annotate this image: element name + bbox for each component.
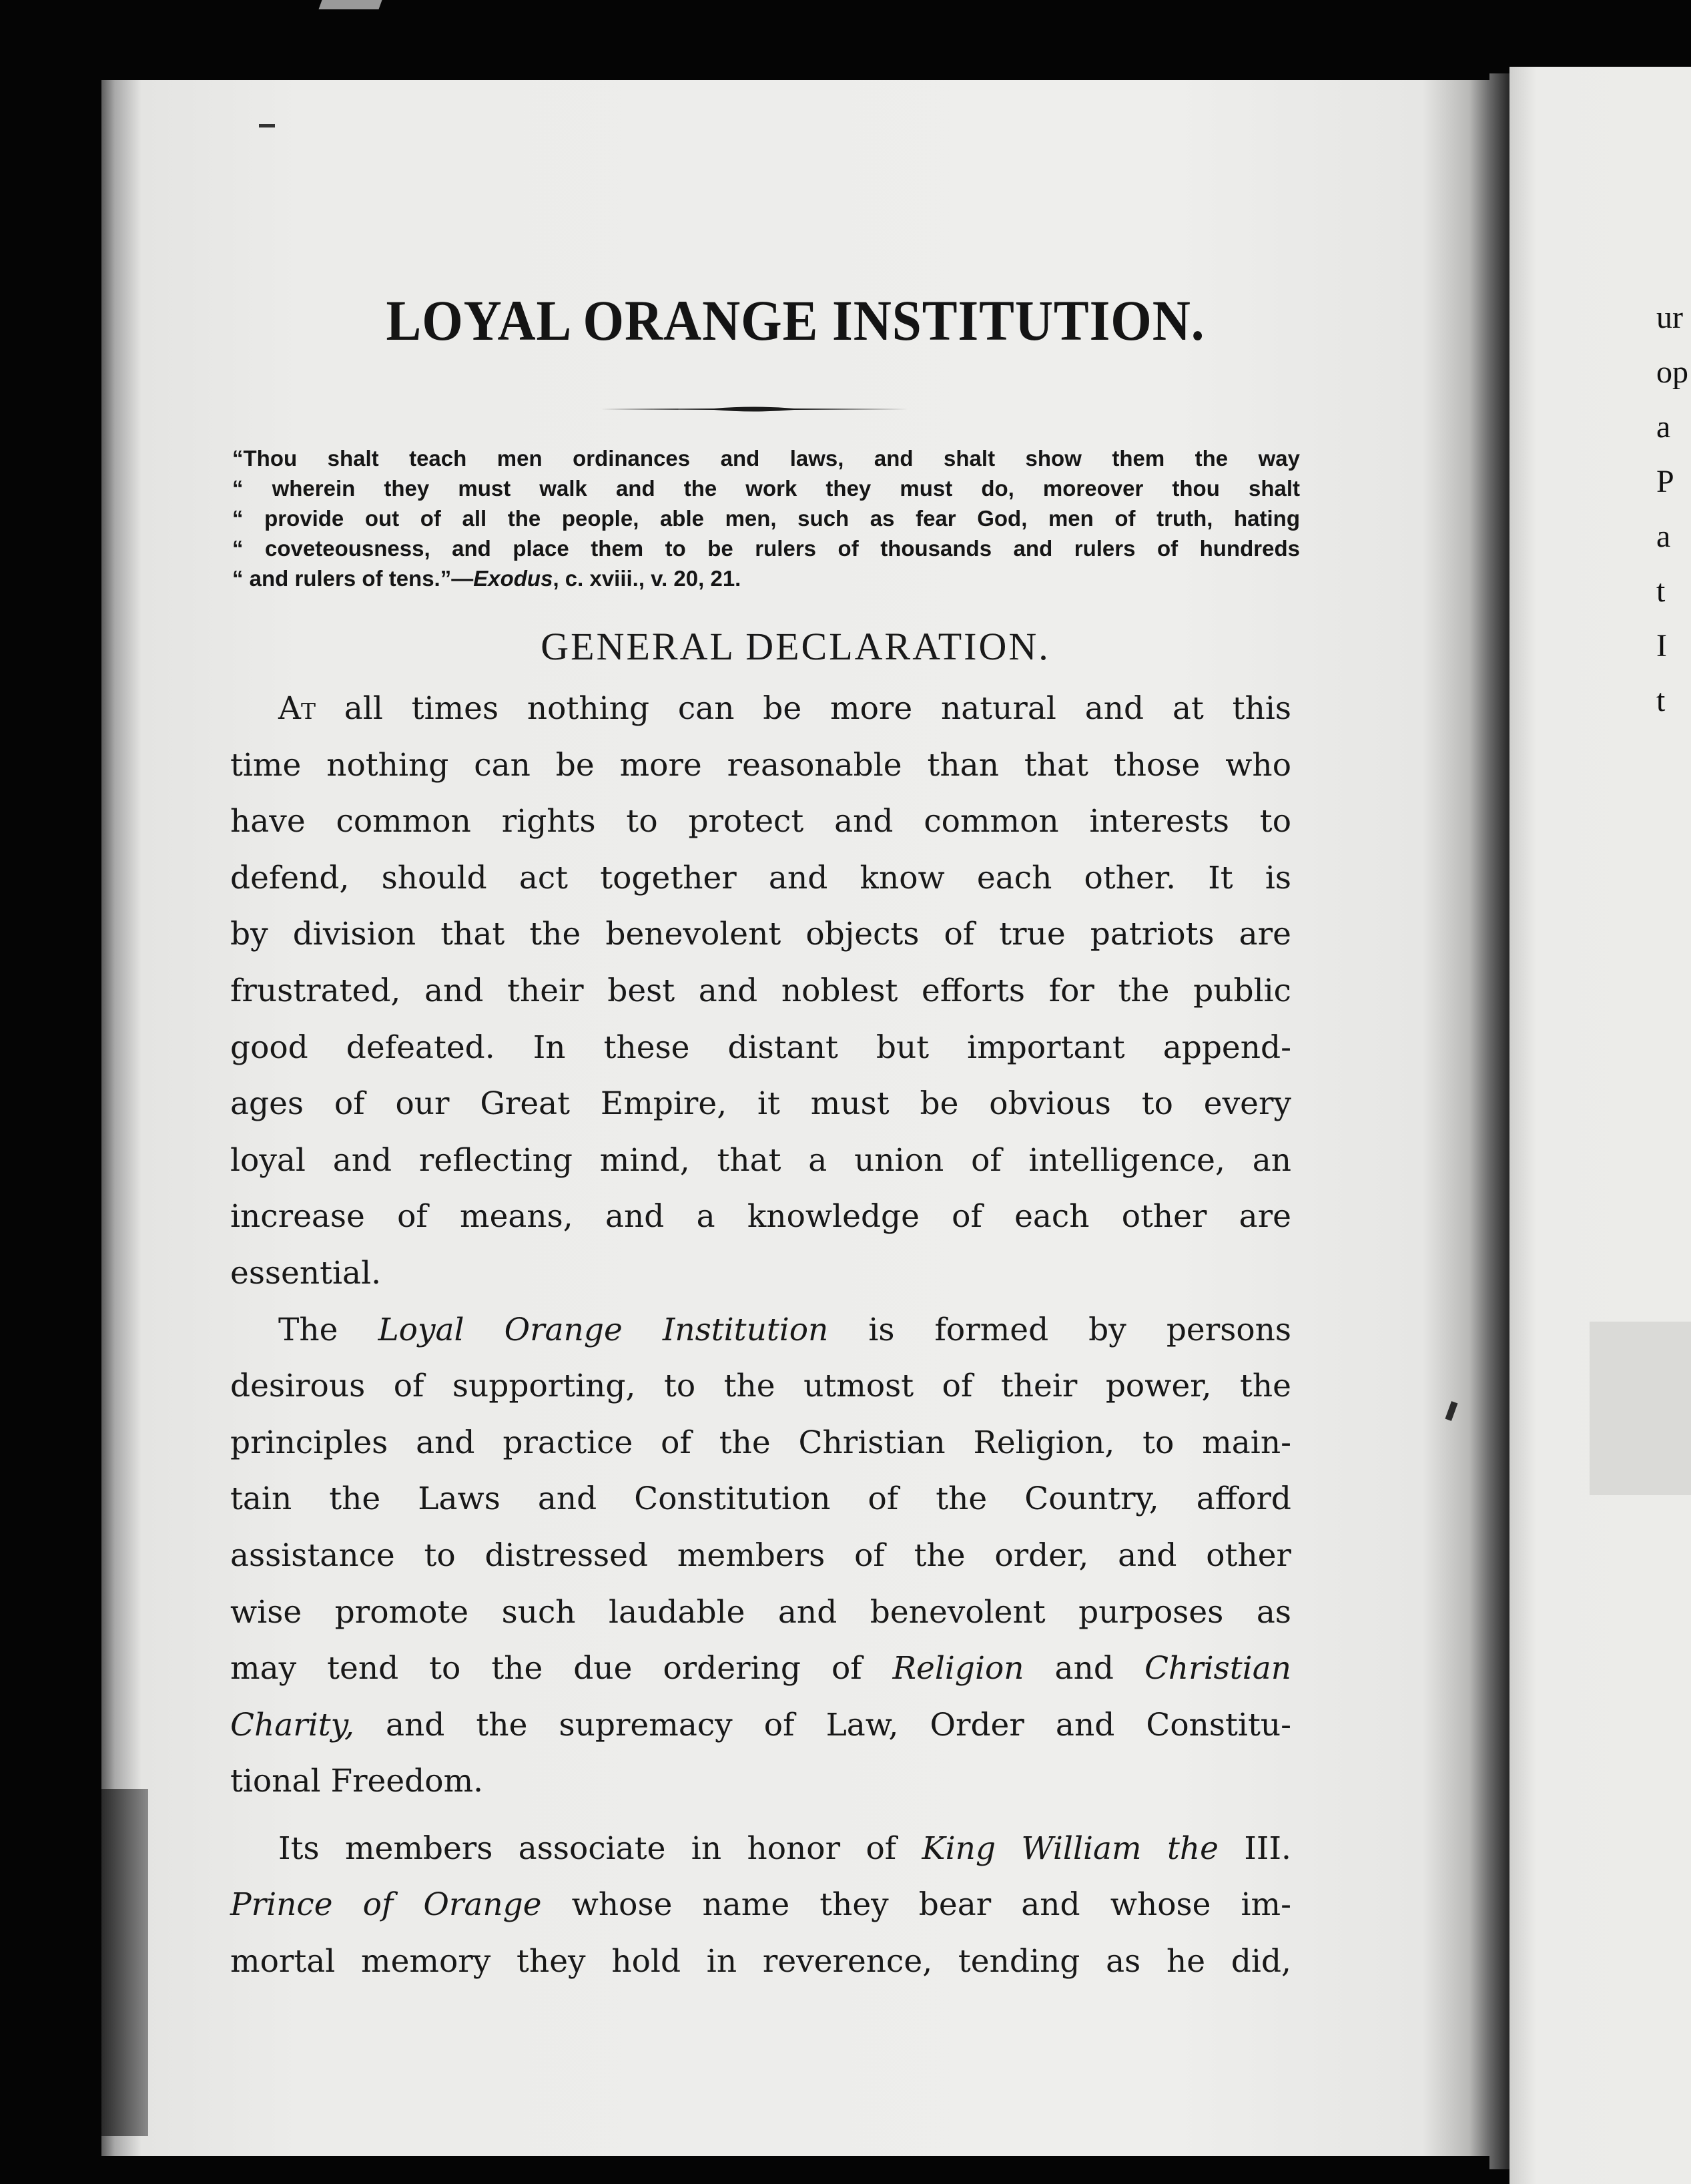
facing-page-fragment: op (1656, 354, 1688, 390)
epigraph-citation-line: “ and rulers of tens.”—Exodus, c. xviii., v. 20, 21. (232, 566, 741, 591)
epigraph-line: “ provide out of all the people, able men, such as fear God, men of truth, hating (232, 506, 1300, 531)
dropcap: At (278, 690, 316, 727)
facing-page-fragment: t (1656, 683, 1666, 718)
facing-page-fragment: ur (1656, 300, 1683, 335)
facing-page-fragment: I (1656, 628, 1667, 663)
paragraph-line: frustrated, and their best and noblest efforts for the public (230, 972, 1291, 1009)
facing-page-fragment: P (1656, 464, 1674, 499)
paragraph-line: mortal memory they hold in reverence, tending as he did, (230, 1943, 1291, 1980)
paragraph-line: ages of our Great Empire, it must be obvious to every (230, 1085, 1291, 1123)
paragraph-line: principles and practice of the Christian Religion, to main- (230, 1424, 1291, 1461)
paragraph-line: good defeated. In these distant but important append- (230, 1029, 1291, 1066)
paragraph-line: may tend to the due ordering of Religion and Christian (230, 1650, 1291, 1687)
paragraph-line: assistance to distressed members of the order, and other (230, 1537, 1291, 1574)
paragraph-line: essential. (230, 1254, 382, 1292)
document-title: LOYAL ORANGE INSTITUTION. (386, 288, 1205, 352)
paragraph-line: Prince of Orange whose name they bear and whose im- (230, 1886, 1292, 1924)
section-heading: GENERAL DECLARATION. (541, 625, 1050, 668)
printers-mark (259, 124, 275, 127)
paragraph-line: increase of means, and a knowledge of each other are (230, 1198, 1291, 1236)
paragraph-line: have common rights to protect and common interests to (230, 803, 1291, 840)
paragraph-line: The Loyal Orange Institution is formed by persons (278, 1311, 1292, 1348)
scan-artifact (318, 0, 382, 9)
epigraph (232, 443, 1300, 593)
page-edge-shadow (101, 1789, 148, 2136)
paragraph-line: loyal and reflecting mind, that a union of intelligence, an (230, 1141, 1291, 1179)
paragraph-line: tional Freedom. (230, 1763, 484, 1800)
paragraph-line: time nothing can be more reasonable than that those who (230, 746, 1291, 784)
facing-page-fragment: t (1656, 573, 1666, 609)
paragraph-line: by division that the benevolent objects of true patriots are (230, 916, 1291, 953)
epigraph-line: “ coveteousness, and place them to be rulers of thousands and rulers of hundreds (232, 536, 1300, 561)
epigraph-line: “Thou shalt teach men ordinances and laws, and shalt show them the way (232, 446, 1300, 471)
paragraph-line: defend, should act together and know each other. It is (230, 859, 1291, 896)
facing-page-fragment: a (1656, 409, 1671, 445)
paragraph-line: At all times nothing can be more natural and at this (278, 690, 1291, 727)
paragraph-line: tain the Laws and Constitution of the Country, afford (230, 1480, 1291, 1518)
paragraph-line: desirous of supporting, to the utmost of their power, the (230, 1368, 1291, 1405)
paragraph-line: Charity, and the supremacy of Law, Order and Constitu- (230, 1706, 1291, 1743)
epigraph-line: “ wherein they must walk and the work they must do, moreover thou shalt (232, 476, 1300, 501)
gutter-shadow (1489, 73, 1509, 2169)
facing-page-fragment: a (1656, 519, 1671, 554)
paragraph-line: Its members associate in honor of King William the III. (278, 1830, 1291, 1867)
ornamental-rule (601, 405, 908, 413)
epigraph-source: Exodus (473, 566, 553, 591)
body-text (230, 681, 1291, 1990)
paragraph-line: wise promote such laudable and benevolent purposes as (230, 1593, 1291, 1631)
